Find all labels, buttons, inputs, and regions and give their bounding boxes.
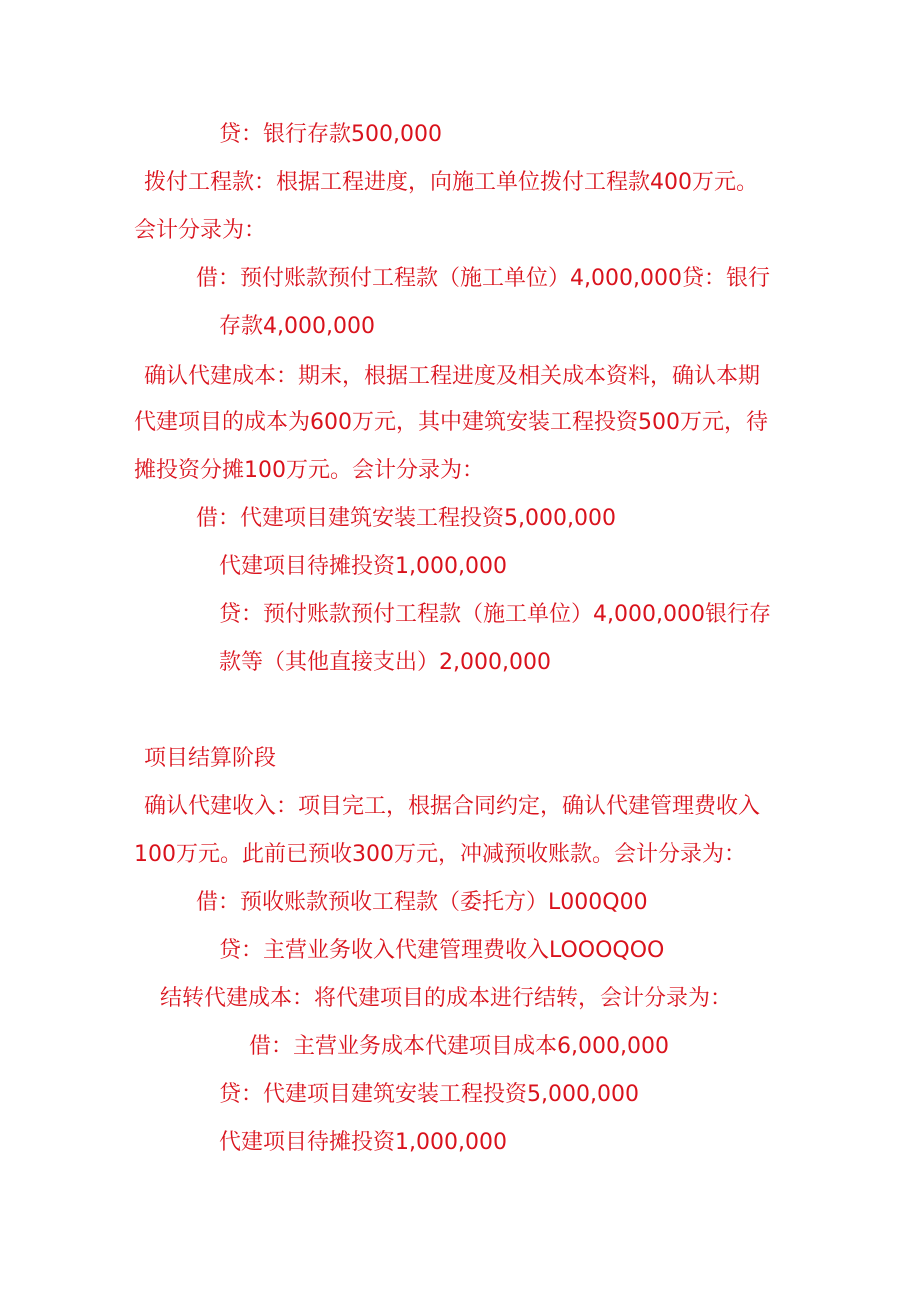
text-line: 确认代建成本：期末，根据工程进度及相关成本资料，确认本期 xyxy=(144,364,761,389)
text-line: 会计分录为： xyxy=(134,218,267,243)
text-line: 100万元。此前已预收300万元，冲减预收账款。会计分录为： xyxy=(134,842,746,867)
text-line: 代建项目待摊投资1,000,000 xyxy=(219,1130,507,1155)
text-line: 借：预收账款预收工程款（委托方）L000Q00 xyxy=(196,890,648,915)
text-line: 代建项目待摊投资1,000,000 xyxy=(219,554,507,579)
text-line: 摊投资分摊100万元。会计分录为： xyxy=(134,458,484,483)
text-line: 拨付工程款：根据工程进度，向施工单位拨付工程款400万元。 xyxy=(144,170,758,195)
text-line: 借：预付账款预付工程款（施工单位）4,000,000贷：银行 xyxy=(196,266,770,291)
text-line: 借：主营业务成本代建项目成本6,000,000 xyxy=(249,1034,669,1059)
text-line: 贷：预付账款预付工程款（施工单位）4,000,000银行存 xyxy=(219,602,771,627)
text-line: 借：代建项目建筑安装工程投资5,000,000 xyxy=(196,506,616,531)
text-line: 存款4,000,000 xyxy=(219,314,375,339)
text-line: 贷：主营业务收入代建管理费收入LOOOQOO xyxy=(219,938,665,963)
text-line: 款等（其他直接支出）2,000,000 xyxy=(219,650,551,675)
text-line: 结转代建成本：将代建项目的成本进行结转，会计分录为： xyxy=(160,986,733,1011)
section-heading: 项目结算阶段 xyxy=(144,746,277,771)
text-line: 确认代建收入：项目完工，根据合同约定，确认代建管理费收入 xyxy=(144,794,761,819)
text-line: 贷：银行存款500,000 xyxy=(219,122,442,147)
text-line: 贷：代建项目建筑安装工程投资5,000,000 xyxy=(219,1082,639,1107)
text-line: 代建项目的成本为600万元，其中建筑安装工程投资500万元，待 xyxy=(134,410,768,435)
